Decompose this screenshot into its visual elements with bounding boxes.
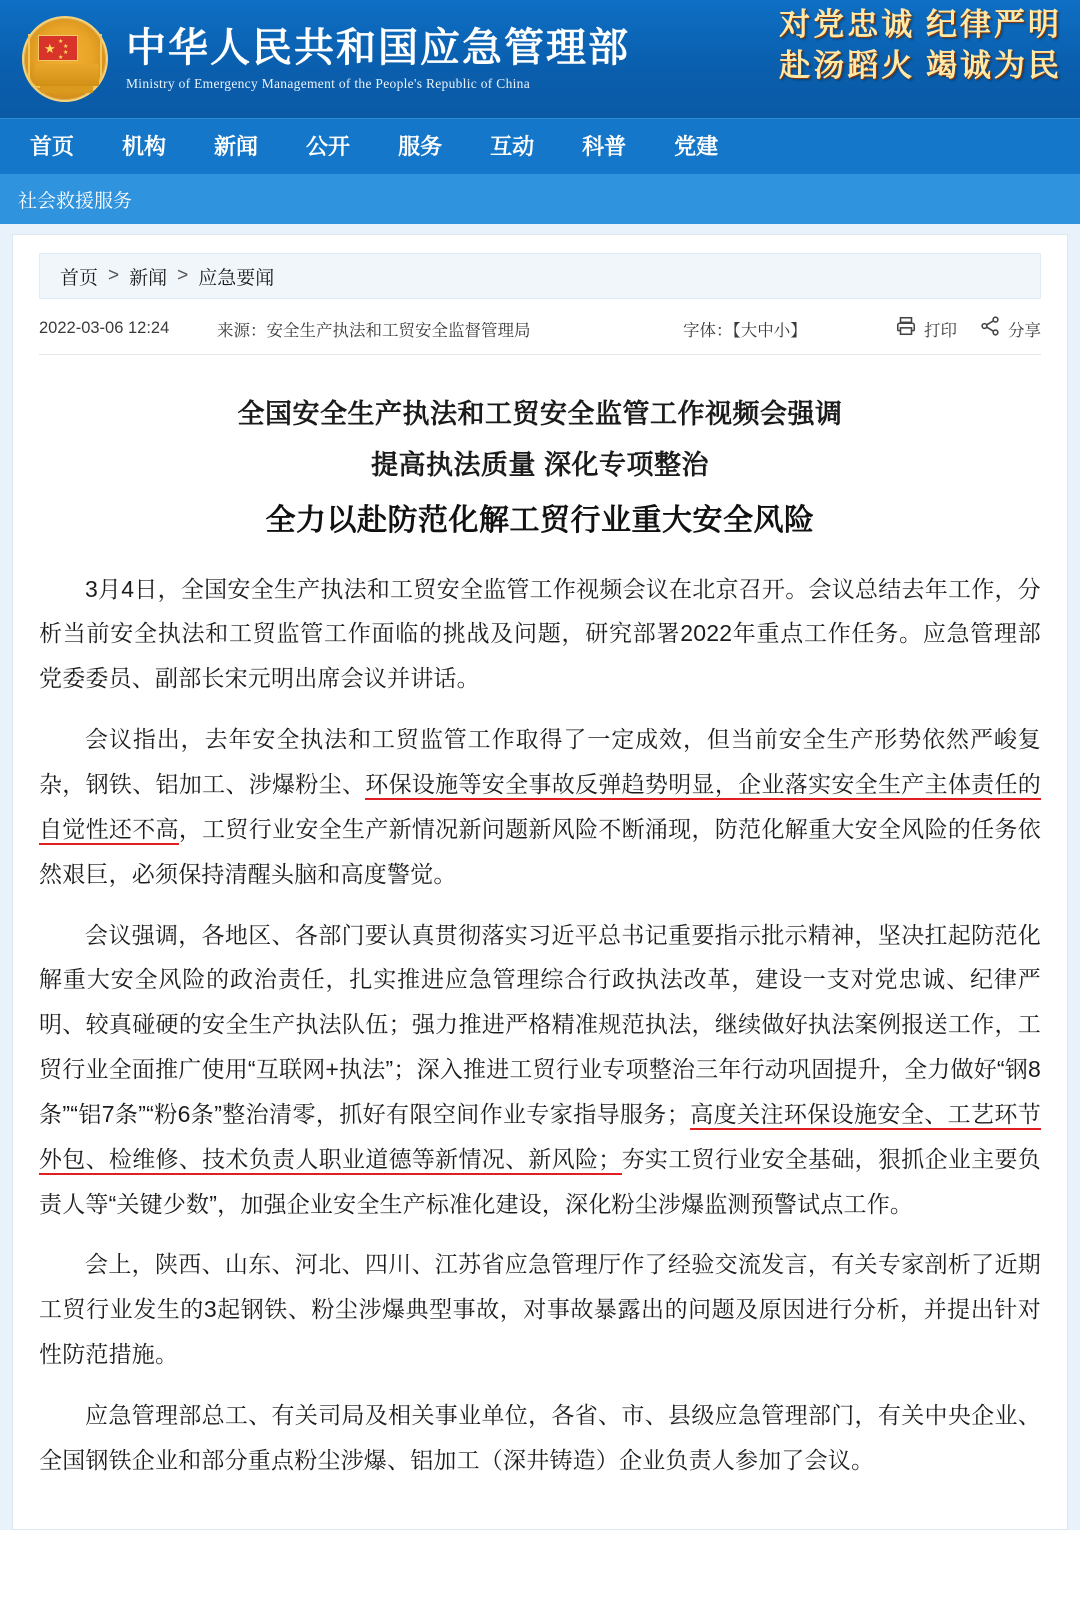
- nav-item-home[interactable]: 首页: [30, 133, 75, 159]
- breadcrumb-separator: >: [177, 265, 189, 286]
- emblem-star-small: ★: [58, 39, 64, 45]
- publish-date: 2022-03-06 12:24: [39, 319, 170, 337]
- paragraph-text: 3月4日，全国安全生产执法和工贸安全监管工作视频会议在北京召开。会议总结去年工作，分析当前安全执法和工贸监管工作面临的挑战及问题，研究部署2022年重点工作任务。应急管理部党委委员、副部长宋元明出席会议并讲话。: [39, 575, 1041, 692]
- emblem-star-small: ★: [63, 44, 69, 50]
- header-titles: [126, 26, 630, 92]
- breadcrumb-item-news[interactable]: 新闻: [129, 267, 168, 289]
- nav-item-news[interactable]: 新闻: [214, 133, 259, 159]
- paragraph-text: ，工贸行业安全生产新情况新问题新风险不断涌现，防范化解重大安全风险的任务依然艰巨，必须保持清醒头脑和高度警觉。: [39, 815, 1041, 887]
- nav-item-party-building[interactable]: 党建: [674, 133, 719, 159]
- main-navigation: [0, 118, 1080, 174]
- paragraph-text: 夯实工贸行业安全基础，狠抓企业主要负责人等“关键少数”，加强企业安全生产标准化建设，深化粉尘涉爆监测预警试点工作。: [39, 1145, 1041, 1217]
- breadcrumb: [39, 253, 1041, 299]
- article-source: [217, 317, 683, 341]
- article-body: [39, 567, 1041, 1483]
- source-value: 安全生产执法和工贸安全监督管理局: [266, 321, 531, 340]
- print-label: 打印: [924, 321, 957, 340]
- nav-item-interaction[interactable]: 互动: [490, 133, 535, 159]
- emblem-star-small: ★: [58, 55, 64, 61]
- breadcrumb-item-emergency-headlines[interactable]: 应急要闻: [198, 267, 275, 289]
- font-size-control[interactable]: 字体：【大中小】: [683, 321, 807, 340]
- printer-icon: [895, 315, 917, 342]
- article-card: [12, 234, 1068, 1530]
- emblem-star-large: ★: [44, 41, 56, 56]
- paragraph-text: 会上，陕西、山东、河北、四川、江苏省应急管理厅作了经验交流发言，有关专家剖析了近期工贸行业发生的3起钢铁、粉尘涉爆典型事故，对事故暴露出的问题及原因进行分析，并提出针对性防范措施。: [39, 1251, 1041, 1368]
- paragraph-text: 会议指出，去年安全执法和工贸监管工作取得了一定成效，但当前安全生产形势依然严峻复杂，钢铁、铝加工、涉爆粉尘、: [39, 726, 1041, 797]
- site-title-en: Ministry of Emergency Management of the People's Republic of China: [126, 75, 531, 91]
- headline-line-1: 全国安全生产执法和工贸安全监管工作视频会强调: [237, 399, 843, 429]
- national-emblem-icon: [22, 16, 108, 102]
- article-paragraph: [39, 717, 1041, 896]
- article-paragraph: [39, 1242, 1041, 1377]
- highlighted-text: 环保设施等安全事故反弹趋势明显，企业落实安全生产主体责任的自觉性还不高: [39, 771, 1041, 845]
- share-button[interactable]: [979, 315, 1041, 342]
- header-slogan: [779, 8, 1062, 83]
- article-paragraph: [39, 1393, 1041, 1483]
- share-label: 分享: [1008, 321, 1041, 340]
- nav-item-organization[interactable]: 机构: [122, 133, 167, 159]
- article-paragraph: [39, 913, 1041, 1227]
- subnav-item-social-rescue-service[interactable]: 社会救援服务: [18, 190, 133, 212]
- headline-line-2: 提高执法质量 深化专项整治: [370, 450, 709, 481]
- highlighted-text: 高度关注环保设施安全、工艺环节外包、检维修、技术负责人职业道德等新情况、新风险；: [39, 1101, 1041, 1175]
- headline-line-3: 全力以赴防范化解工贸行业重大安全风险: [265, 503, 815, 537]
- paragraph-text: 应急管理部总工、有关司局及相关事业单位，各省、市、县级应急管理部门，有关中央企业、全国钢铁企业和部分重点粉尘涉爆、铝加工（深井铸造）企业负责人参加了会议。: [39, 1401, 1041, 1473]
- breadcrumb-item-home[interactable]: 首页: [60, 267, 99, 289]
- slogan-line-1: 对党忠诚 纪律严明: [779, 7, 1062, 42]
- print-button[interactable]: [895, 315, 957, 342]
- site-title-cn: 中华人民共和国应急管理部: [126, 25, 630, 71]
- nav-item-disclosure[interactable]: 公开: [306, 133, 351, 159]
- nav-item-services[interactable]: 服务: [398, 133, 443, 159]
- share-icon: [979, 315, 1001, 342]
- emblem-tiananmen: [35, 64, 99, 86]
- article-paragraph: [39, 567, 1041, 702]
- emblem-star-small: ★: [63, 50, 69, 56]
- source-label: 来源：: [217, 321, 267, 340]
- nav-item-science[interactable]: 科普: [582, 133, 627, 159]
- slogan-line-2: 赴汤蹈火 竭诚为民: [779, 47, 1062, 83]
- emblem-flag: [38, 35, 78, 61]
- site-header: [0, 0, 1080, 118]
- page-wrapper: [0, 224, 1080, 1530]
- paragraph-text: 会议强调，各地区、各部门要认真贯彻落实习近平总书记重要指示批示精神，坚决扛起防范化解重大安全风险的政治责任，扎实推进应急管理综合行政执法改革，建设一支对党忠诚、纪律严明、较真碰硬的安全生产执法队伍；强力推进严格精准规范执法，继续做好执法案例报送工作，工贸行业全面推广使用“互联网+执法”；深入推进工贸行业专项整治三年行动巩固提升，全力做好“钢8条”“铝7条”“粉6条”整治清零，抓好有限空间作业专家指导服务；: [39, 921, 1041, 1127]
- breadcrumb-separator: >: [108, 265, 120, 286]
- article-headline: [39, 389, 1041, 549]
- sub-navigation: [0, 174, 1080, 224]
- article-meta-bar: [39, 303, 1041, 355]
